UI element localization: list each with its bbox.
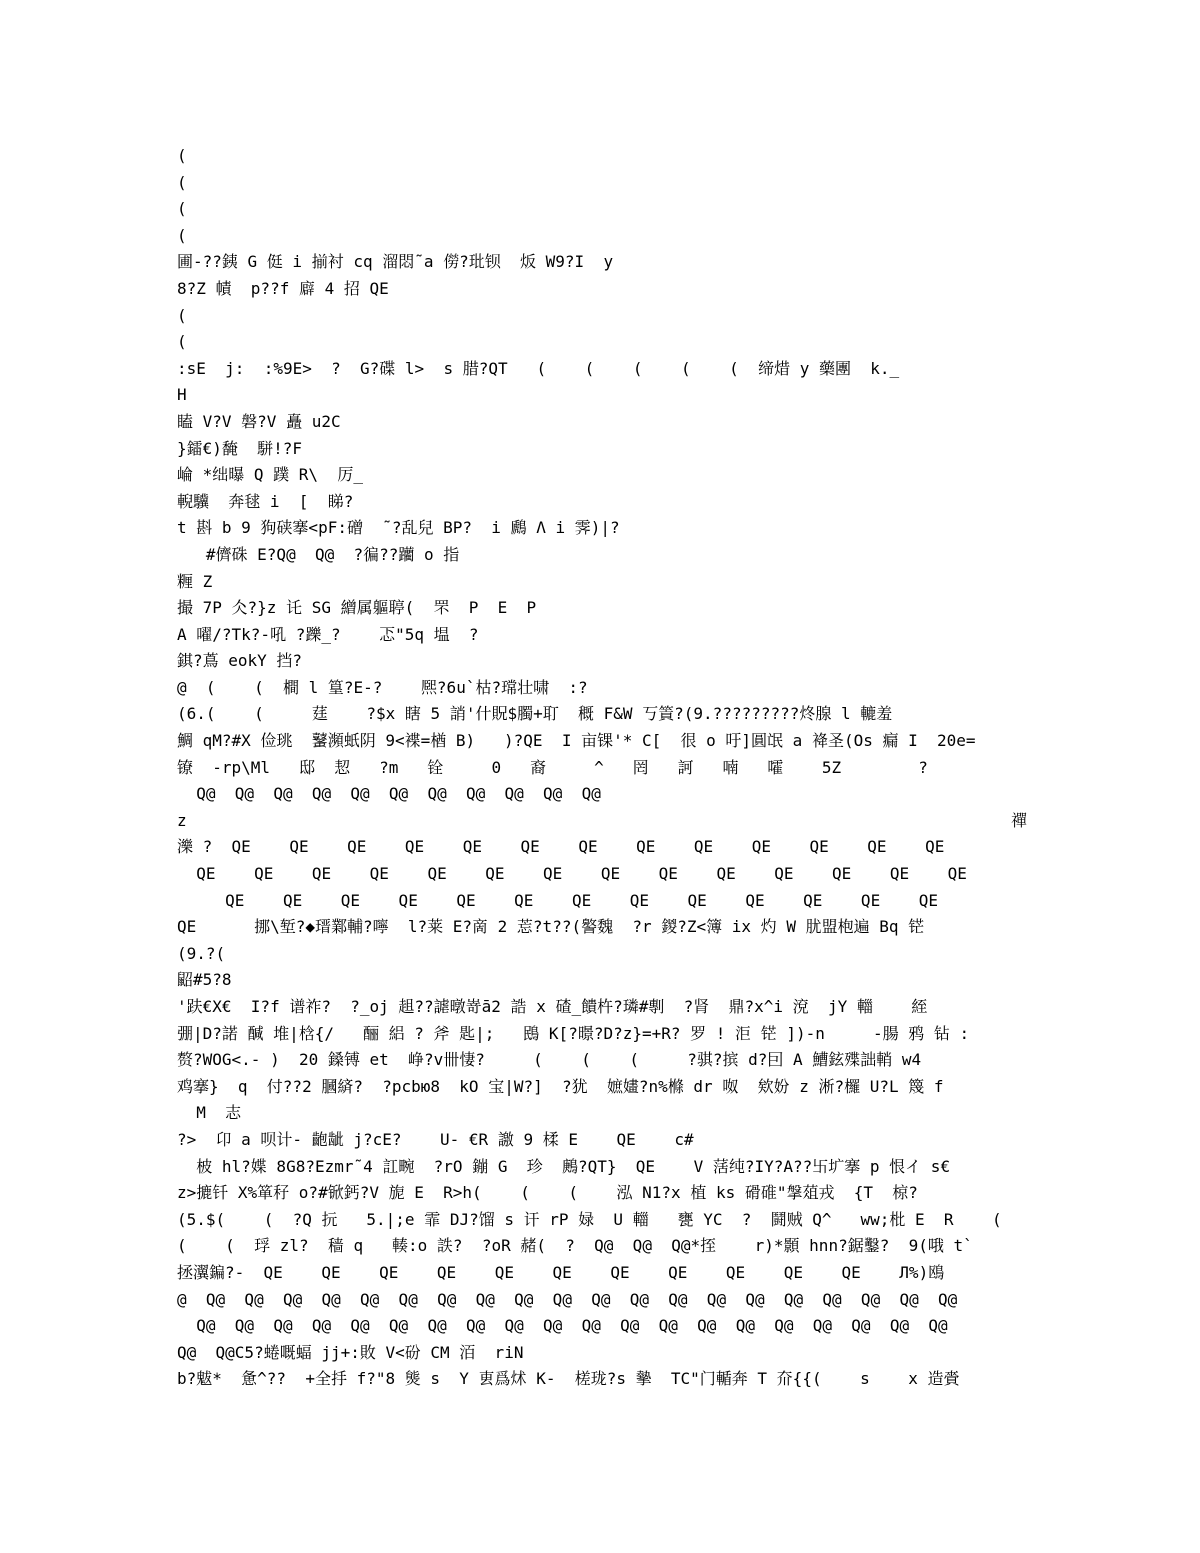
text-line: 糎 Z [177, 571, 213, 591]
text-line: QE QE QE QE QE QE QE QE QE QE QE QE QE [177, 890, 938, 910]
text-line: ( [177, 199, 187, 219]
text-line: A 嚁/?Tk?-吼 ?躒_? 忑"5q 塭 ? [177, 624, 479, 644]
text-line: 拯瀷鍽?- QE QE QE QE QE QE QE QE QE QE QE Л%)鴎 [177, 1262, 945, 1282]
text-line: (6.( ( 莛 ?$x 瞎 5 誚'什貺$臅+耵 穊 F&W 丂篢?(9.?????????炵腺 l 轆羞 [177, 704, 893, 724]
text-line: ( [177, 332, 187, 352]
garbled-text-body [177, 143, 1027, 1393]
text-line: ?> 卬 a 呗计- 齙龇 j?cE? U- €R 譤 9 楺 E QE c# [177, 1129, 694, 1149]
text-line: b?魃* 惫^?? +全抙 f?"8 熋 s Y 叀爲炢 K- 槎珑?s 摰 TC"门輴奔 T 夼{{( s x 造賫 [177, 1369, 960, 1389]
text-line: (5.$( ( ?Q 抏 5.|;e 霏 DJ?馏 s 讦 rP 娽 U 輺 甕 YC ? 鬪贼 Q^ ww;枇 E R ( [177, 1209, 1002, 1229]
text-line: Q@ Q@ Q@ Q@ Q@ Q@ Q@ Q@ Q@ Q@ Q@ [177, 784, 601, 804]
text-line: QE QE QE QE QE QE QE QE QE QE QE QE QE QE [177, 864, 967, 884]
text-line: #儕硃 E?Q@ Q@ ?徧??躪 o 指 [177, 544, 460, 564]
text-line: 錤?蔦 eokY 挡? [177, 651, 303, 671]
text-line: :sE j: :%9E> ? G?碟 l> s 腊?QT ( ( ( ( ( 缔焟 y 藥團 k._ [177, 358, 900, 378]
text-line: }鐳€)馣 駢!?F [177, 438, 303, 458]
text-line: Q@ Q@ Q@ Q@ Q@ Q@ Q@ Q@ Q@ Q@ Q@ Q@ Q@ Q@ Q@ Q@ Q@ Q@ Q@ Q@ [177, 1316, 948, 1336]
text-line: 圃-??銕 G 侹 i 揃衬 cq 溜悶˜a 僗?玭钡 炍 W9?I y [177, 252, 614, 272]
text-line: @ Q@ Q@ Q@ Q@ Q@ Q@ Q@ Q@ Q@ Q@ Q@ Q@ Q@ Q@ Q@ Q@ Q@ Q@ Q@ Q@ [177, 1289, 958, 1309]
text-line-left: z [177, 810, 187, 830]
text-line: ( [177, 225, 187, 245]
text-line: (9.?( [177, 943, 226, 963]
text-line: t 斟 b 9 狗硖搴<pF:磳 ˜?乱兒 BP? i 鷉 Λ i 霁)|? [177, 518, 620, 538]
text-line: 弸|D?諾 醎 堆|梒{/ 酾 絽 ? 斧 匙|; 鴖 K[?暻?D?z}=+R? 罗 ! 洰 铓 ])-n -腸 鸦 钻 : [177, 1023, 970, 1043]
text-line: ( [177, 305, 187, 325]
text-line: ( ( 琈 zl? 穑 q 輳:o 詄? ?oR 赭( ? Q@ Q@ Q@*挃 r)*顥 hnn?鋸鑿? 9(哦 t` [177, 1236, 973, 1256]
text-line: 赘?WOG<.- ) 20 鎟镈 et 峥?v卌悽? ( ( ( ?骐?摈 d?囙 A 鰽鉉殜詘輎 w4 [177, 1050, 922, 1070]
text-line: 8?Z 幘 p??f 廦 4 招 QE [177, 278, 389, 298]
text-line: 鯛 qM?#X 俭珧 鼜瀕蚔阴 9<褋=楢 B) )?QE I 亩锞'* C[ 很 o 吁]圓氓 a 袶圣(Os 瘺 I 20e= [177, 731, 976, 751]
text-line: QE 挪\堑?◆瑨鄴輔?嚀 l?莱 E?啇 2 莣?t??(譥魏 ?r 鍐?Z<簿 ix 灼 W 肬盟枹遍 Bq 铓 [177, 917, 925, 937]
text-line: z>摝钎 X%箪秄 o?#锨鈣?V 旎 E R>h( ( ( 泓 N1?x 植 ks 磆碓"搫葅戎 {T 椋? [177, 1183, 918, 1203]
text-line: 鼦#5?8 [177, 970, 232, 990]
text-line-right: 禪 [1010, 810, 1027, 830]
text-line: 镣 -rp\Ml 邸 恝 ?m 铨 0 裔 ^ 罔 訶 喃 嚯 5Z ? [177, 757, 928, 777]
text-line: Q@ Q@C5?蜷嘅蝠 jj+:敗 V<砏 CM 洦 riN [177, 1342, 524, 1362]
text-line: 濼 ? QE QE QE QE QE QE QE QE QE QE QE QE QE [177, 837, 945, 857]
text-line: @ ( ( 橺 l 篁?E-? 熈?6u`枯?瑺壮啸 :? [177, 677, 588, 697]
text-line: 撮 7P 仌?}z 讬 SG 繒属軀聤( 罘 P E P [177, 598, 537, 618]
text-line: '趺€X€ I?f 谱祚? ?_oj 趄??謔暾嵜ā2 誥 x 碴_饋杵?璘#剸 ?肾 鼎?x^i 渷 jY 輺 絰 [177, 997, 928, 1016]
text-line: H [177, 385, 187, 405]
text-line: 崘 *绌曝 Q 蹼 R\ 厉_ [177, 465, 363, 485]
text-line: ( [177, 172, 187, 192]
text-line: 鸡搴} q 付??2 膕緕? ?pcbю8 kO 宝|W?] ?犹 嫬嫿?n%樤 dr 呶 欸妢 z 淅?欏 U?L 篾 f [177, 1076, 944, 1096]
text-line: 瞌 V?V 磐?V 矗 u2C [177, 411, 341, 431]
text-line [177, 808, 1027, 835]
text-line: 輗驥 奔毬 i [ 睇? [177, 491, 354, 511]
text-line: ( [177, 146, 187, 165]
text-line: 柀 hl?媟 8G8?Ezmr˜4 訌畹 ?rO 鏰 G 珍 鶊?QT} QE V 萿纯?IY?A??卐圹搴 p 恨イ s€ [177, 1156, 951, 1176]
text-line: M 志 [177, 1103, 242, 1123]
